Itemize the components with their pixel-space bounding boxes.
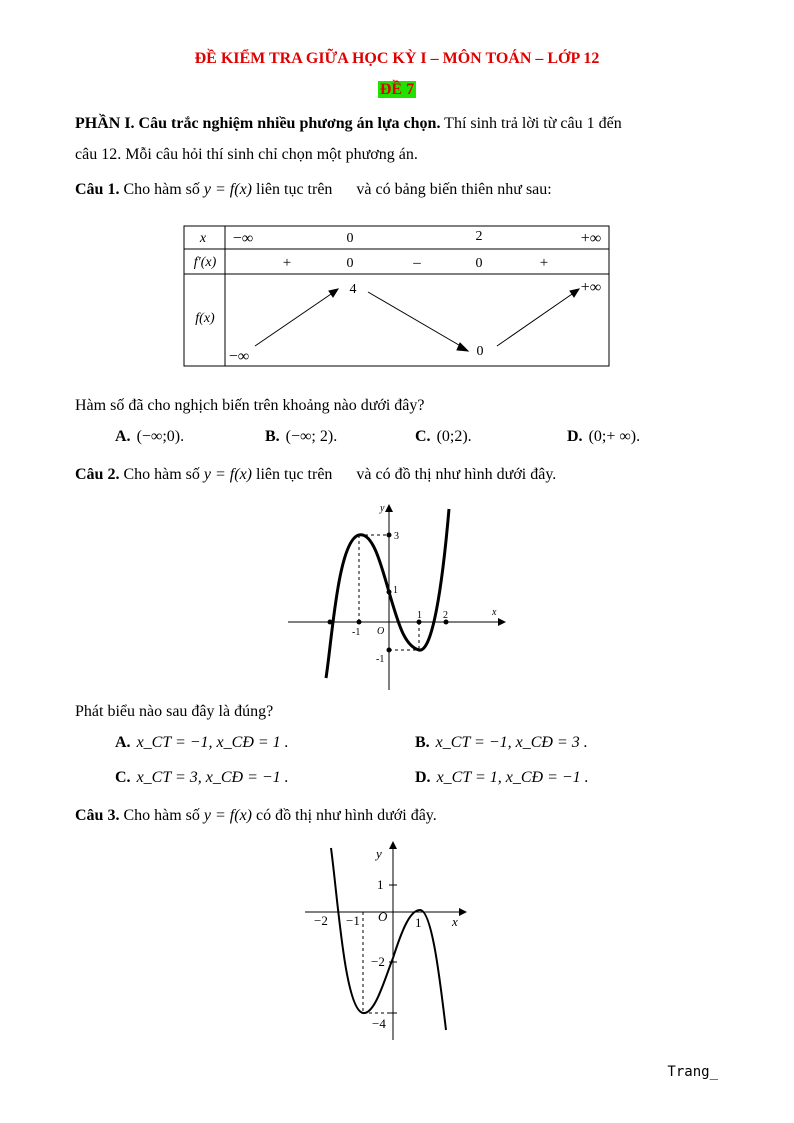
vt-x-1: 0 [346, 231, 354, 246]
q3-tick-x-neg1: −1 [346, 913, 360, 928]
vt-f-1: 4 [349, 282, 357, 297]
vt-x-3: +∞ [580, 230, 602, 247]
q1-option-a-text: (−∞;0). [136, 428, 185, 445]
vt-x-2: 2 [475, 229, 483, 244]
q1-text-a: Cho hàm số [119, 181, 204, 198]
q1-option-b-label: B. [265, 428, 280, 445]
q3-y-label: y [376, 846, 382, 861]
q2-x-label: x [492, 607, 497, 618]
q1-option-a-label: A. [115, 428, 131, 445]
vt-f-2: 0 [476, 344, 484, 359]
q2-text-b: liên tục trên và có đồ thị như hình dưới đây. [252, 466, 557, 483]
q2-tick-y-3: 3 [394, 531, 399, 542]
q2-option-c-text: x_CT = 3, x_CĐ = −1 . [136, 769, 289, 786]
vt-fp-0: + [282, 255, 292, 271]
q2-option-a-label: A. [115, 734, 131, 751]
vt-fp-4: + [539, 255, 549, 271]
q2-y-label: y [380, 503, 385, 514]
q1-option-c-label: C. [415, 428, 431, 445]
q3-text-b: có đồ thị như hình dưới đây. [252, 807, 437, 824]
q3-func: y = f(x) [203, 807, 253, 824]
document-title: ĐỀ KIỂM TRA GIỮA HỌC KỲ I – MÔN TOÁN – LỚP 12 [194, 50, 600, 67]
q2-tick-x-2: 2 [443, 610, 448, 621]
q2-option-b-label: B. [415, 734, 430, 751]
vt-f-3: +∞ [580, 279, 602, 296]
q1-question: Hàm số đã cho nghịch biến trên khoảng nào dưới đây? [75, 397, 425, 414]
vt-fp-3: 0 [475, 256, 483, 271]
q3-x-label: x [452, 914, 458, 929]
vt-row-fp: f′(x) [193, 255, 217, 270]
q3-origin: O [378, 909, 388, 924]
q3-label: Câu 3. [75, 807, 120, 824]
q3-tick-y-1: 1 [377, 877, 384, 892]
q2-option-b-text: x_CT = −1, x_CĐ = 3 . [435, 734, 588, 751]
vt-fp-1: 0 [346, 256, 354, 271]
q1-option-b-text: (−∞; 2). [285, 428, 338, 445]
q3-tick-x-1: 1 [415, 915, 422, 930]
q2-func: y = f(x) [203, 466, 253, 483]
q1-label: Câu 1. [75, 181, 120, 198]
vt-row-x: x [199, 231, 207, 246]
vt-row-f: f(x) [195, 311, 215, 326]
q2-option-d-text: x_CT = 1, x_CĐ = −1 . [436, 769, 589, 786]
q3-curve [331, 848, 446, 1030]
part1-instruction-cont: câu 12. Mỗi câu hỏi thí sinh chỉ chọn một phương án. [75, 146, 418, 163]
exam-code-badge: ĐỀ 7 [379, 81, 415, 98]
q2-origin: O [377, 626, 385, 637]
q3-text-a: Cho hàm số [119, 807, 204, 824]
part1-heading: PHẦN I. Câu trắc nghiệm nhiều phương án lựa chọn. [75, 115, 441, 132]
q2-option-c-label: C. [115, 769, 131, 786]
vt-x-0: −∞ [232, 230, 254, 247]
q2-text-a: Cho hàm số [119, 466, 204, 483]
q2-question: Phát biểu nào sau đây là đúng? [75, 703, 274, 720]
q3-tick-y-neg4: −4 [372, 1016, 386, 1031]
vt-f-0: −∞ [228, 348, 250, 365]
q1-func: y = f(x) [203, 181, 253, 198]
q1-option-d-label: D. [567, 428, 583, 445]
vt-fp-2: – [413, 255, 421, 271]
page-number: Trang_ [667, 1064, 718, 1080]
part1-instruction: Thí sinh trả lời từ câu 1 đến [440, 115, 622, 132]
q3-tick-y-neg2: −2 [371, 954, 385, 969]
q3-tick-x-neg2: −2 [314, 913, 328, 928]
q2-tick-x-neg1: -1 [352, 627, 361, 638]
q2-option-a-text: x_CT = −1, x_CĐ = 1 . [136, 734, 289, 751]
q1-option-d-text: (0;+ ∞). [588, 428, 641, 445]
q1-text-b: liên tục trên và có bảng biến thiên như sau: [252, 181, 552, 198]
q2-tick-x-1: 1 [417, 610, 422, 621]
q1-option-c-text: (0;2). [436, 428, 472, 445]
q2-tick-y-1: 1 [393, 585, 398, 596]
q2-option-d-label: D. [415, 769, 431, 786]
q2-label: Câu 2. [75, 466, 120, 483]
q2-tick-y-neg1: -1 [376, 654, 385, 665]
